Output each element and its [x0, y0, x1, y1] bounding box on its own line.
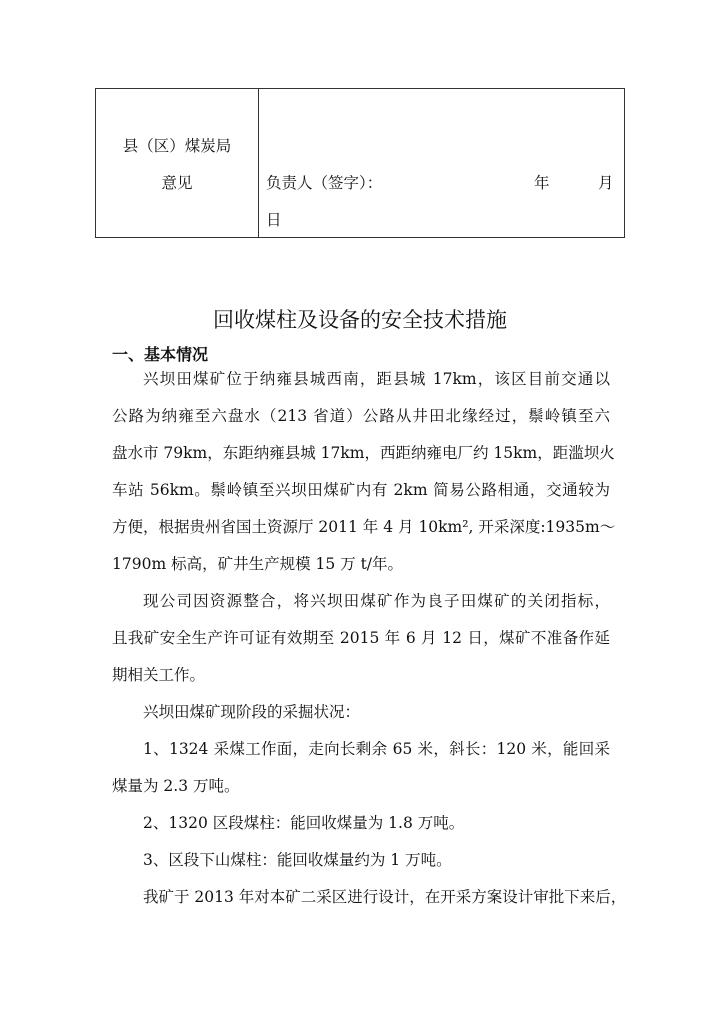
- year-label: 年: [534, 174, 550, 192]
- paragraph-line: 2、1320 区段煤柱：能回收煤量为 1.8 万吨。: [143, 814, 465, 832]
- paragraph-line: 方便，根据贵州省国土资源厅 2011 年 4 月 10km², 开采深度:1935m～: [112, 518, 616, 536]
- paragraph-line: 3、区段下山煤柱：能回收煤量约为 1 万吨。: [143, 851, 452, 869]
- section-heading: 一、基本情况: [112, 345, 209, 364]
- signer-label: 负责人（签字）：: [266, 174, 383, 192]
- paragraph-line: 期相关工作。: [112, 666, 206, 684]
- paragraph: [112, 734, 610, 808]
- paragraph-line: 我矿于 2013 年对本矿二采区进行设计，在开采方案设计审批下来后，: [143, 888, 627, 906]
- paragraph-line: 车站 56km。鬃岭镇至兴坝田煤矿内有 2km 简易公路相通，交通较为: [112, 481, 610, 499]
- paragraph: [112, 845, 610, 882]
- day-label: 日: [266, 211, 282, 229]
- paragraph-line: 公路为纳雍至六盘水（213 省道）公路从井田北缘经过，鬃岭镇至六: [112, 407, 610, 425]
- document-title: 回收煤柱及设备的安全技术措施: [213, 308, 507, 332]
- paragraph: [112, 586, 610, 697]
- paragraph: [112, 364, 616, 586]
- approval-table: [95, 88, 625, 238]
- paragraph-line: 且我矿安全生产许可证有效期至 2015 年 6 月 12 日，煤矿不准备作延: [112, 629, 610, 647]
- table-divider: [258, 89, 259, 237]
- paragraph-line: 兴坝田煤矿位于纳雍县城西南，距县城 17km，该区目前交通以: [143, 370, 610, 388]
- county-bureau-label: 县（区）煤炭局: [122, 137, 232, 155]
- paragraph: [112, 882, 627, 919]
- opinion-label: 意见: [161, 174, 193, 192]
- paragraph: [112, 808, 610, 845]
- paragraph: [112, 697, 610, 734]
- paragraph-line: 现公司因资源整合，将兴坝田煤矿作为良子田煤矿的关闭指标，: [143, 592, 610, 610]
- month-label: 月: [598, 174, 614, 192]
- paragraph-line: 煤量为 2.3 万吨。: [112, 777, 240, 795]
- paragraph-line: 兴坝田煤矿现阶段的采掘状况：: [143, 703, 361, 721]
- paragraph-line: 1、1324 采煤工作面，走向长剩余 65 米，斜长：120 米，能回采: [143, 740, 610, 758]
- paragraph-line: 盘水市 79km，东距纳雍县城 17km，西距纳雍电厂约 15km，距滥坝火: [112, 444, 615, 462]
- paragraph-line: 1790m 标高，矿井生产规模 15 万 t/年。: [112, 555, 404, 573]
- document-body: [112, 364, 627, 919]
